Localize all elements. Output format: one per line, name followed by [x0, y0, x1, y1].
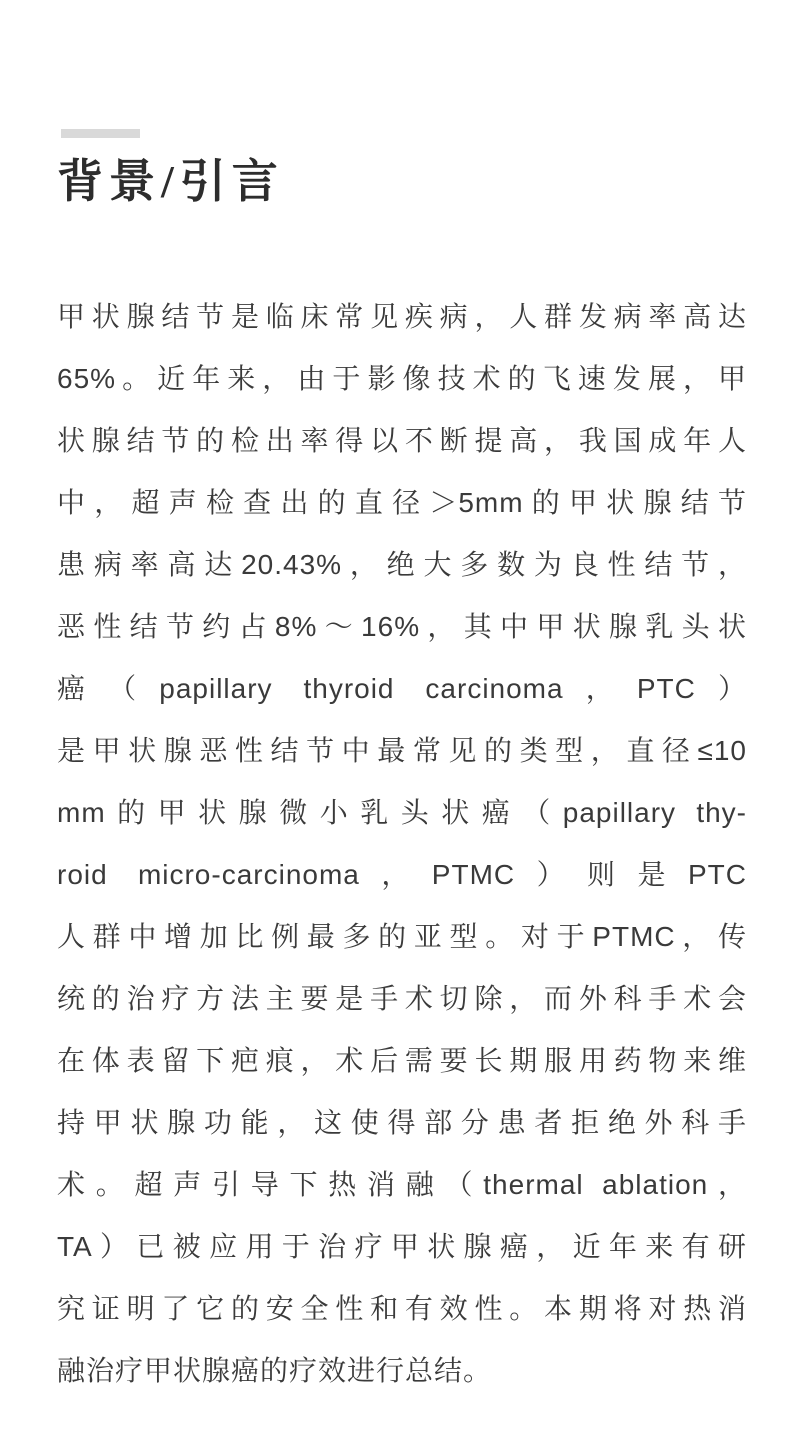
- paragraph-line: 甲状腺结节是临床常见疾病，人群发病率高达: [57, 301, 747, 332]
- section-title: 背景/引言: [57, 156, 284, 207]
- article-content: [0, 129, 800, 1402]
- intro-paragraph: [57, 286, 747, 1402]
- paragraph-line: 究证明了它的安全性和有效性。本期将对热消: [57, 1293, 747, 1324]
- paragraph-line: 患病率高达20.43%，绝大多数为良性结节，: [57, 549, 747, 580]
- paragraph-line: 恶性结节约占8%～16%，其中甲状腺乳头状: [57, 611, 747, 642]
- paragraph-line: 持甲状腺功能，这使得部分患者拒绝外科手: [57, 1107, 747, 1138]
- paragraph-line: 在体表留下疤痕，术后需要长期服用药物来维: [57, 1045, 747, 1076]
- paragraph-line: 统的治疗方法主要是手术切除，而外科手术会: [57, 983, 747, 1014]
- accent-bar: [61, 129, 140, 138]
- paragraph-line: TA）已被应用于治疗甲状腺癌，近年来有研: [57, 1231, 747, 1262]
- paragraph-line: 中，超声检查出的直径＞5mm的甲状腺结节: [57, 487, 747, 518]
- paragraph-line: 状腺结节的检出率得以不断提高，我国成年人: [57, 425, 747, 456]
- paragraph-line: 融治疗甲状腺癌的疗效进行总结。: [57, 1355, 493, 1386]
- paragraph-line: 是甲状腺恶性结节中最常见的类型，直径≤10: [57, 735, 747, 766]
- paragraph-line: 术。超声引导下热消融（thermal ablation，: [57, 1169, 747, 1200]
- paragraph-line: 人群中增加比例最多的亚型。对于PTMC，传: [57, 921, 747, 952]
- paragraph-line: mm的甲状腺微小乳头状癌（papillary thy-: [57, 797, 747, 828]
- paragraph-line: 65%。近年来，由于影像技术的飞速发展，甲: [57, 363, 747, 394]
- paragraph-line: 癌（papillary thyroid carcinoma，PTC）: [57, 673, 747, 704]
- paragraph-line: roid micro-carcinoma，PTMC）则是PTC: [57, 859, 747, 890]
